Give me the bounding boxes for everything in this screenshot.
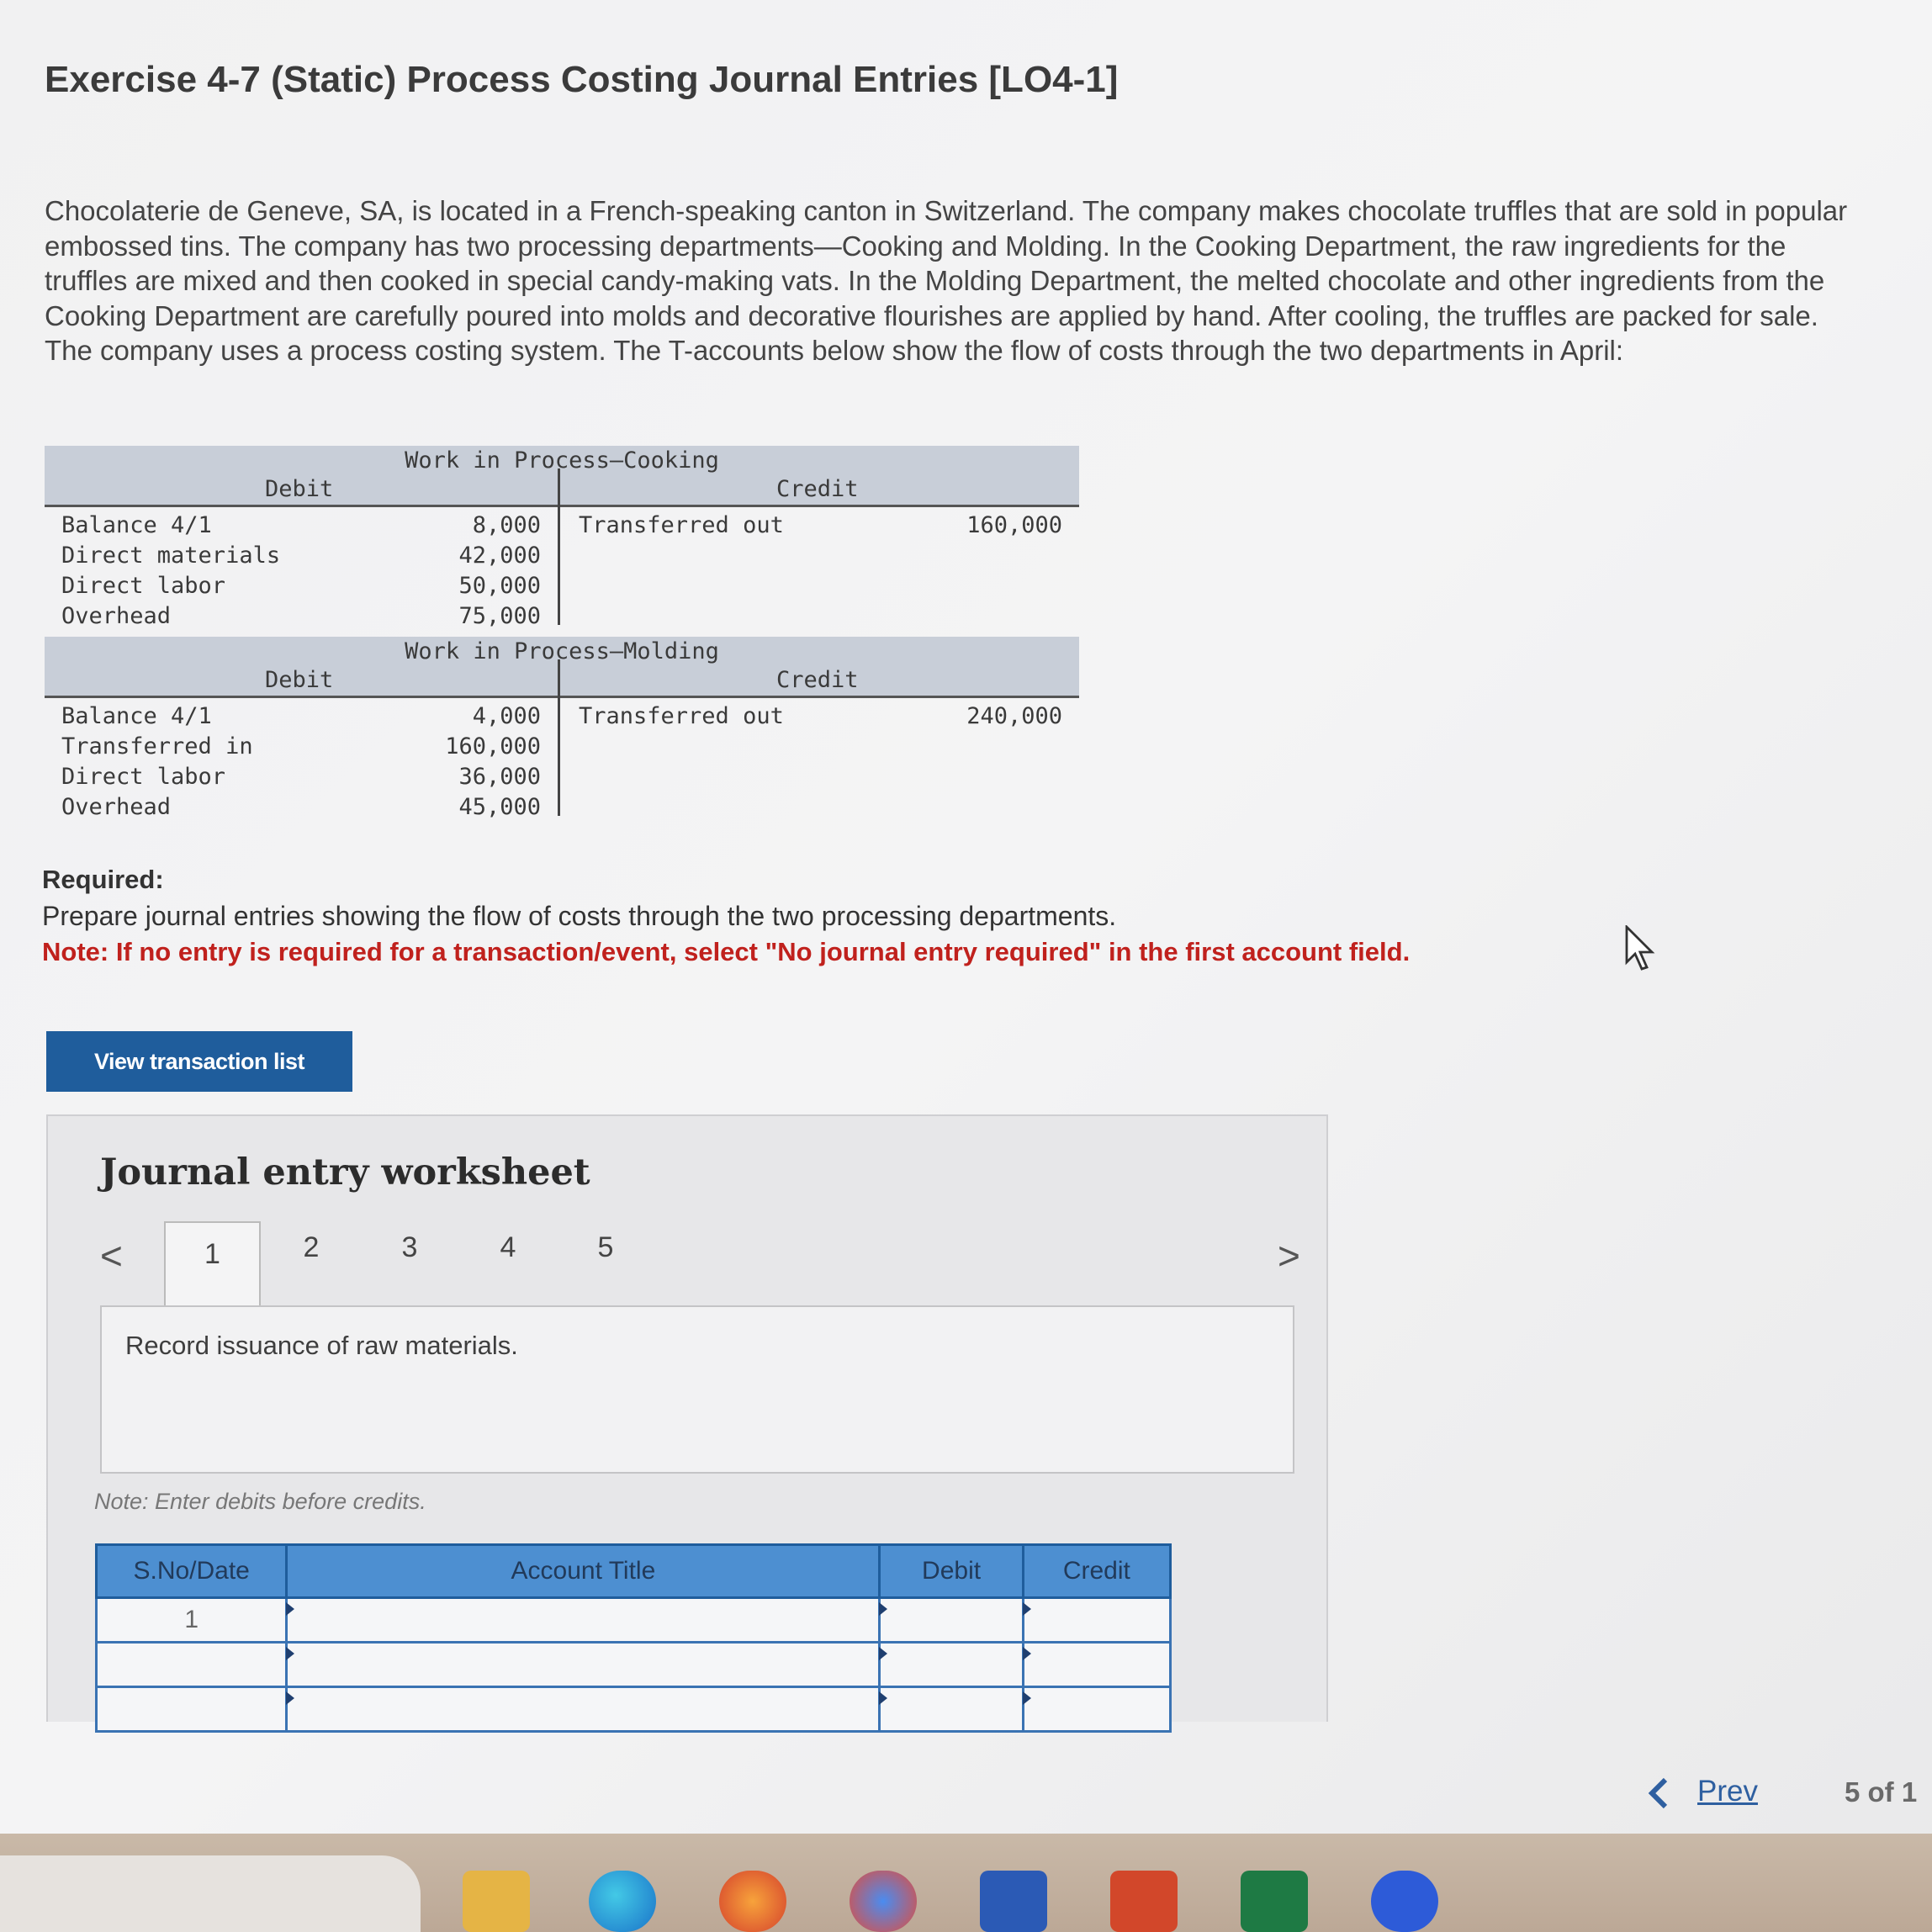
account-title-input[interactable] xyxy=(287,1598,880,1643)
debit-entry xyxy=(61,603,541,633)
credit-amount: 160,000 xyxy=(966,512,1062,538)
debit-amount: 36,000 xyxy=(458,764,541,790)
t-account-divider xyxy=(558,468,560,625)
page-indicator: 5 of 1 xyxy=(1845,1776,1918,1808)
journal-entry-worksheet-panel xyxy=(46,1114,1328,1722)
credit-label: Transferred out xyxy=(579,703,784,729)
account-title-input[interactable] xyxy=(287,1687,880,1732)
debit-amount: 160,000 xyxy=(445,733,541,760)
debit-entry xyxy=(61,764,541,794)
debit-amount: 75,000 xyxy=(458,603,541,629)
debit-input[interactable] xyxy=(880,1687,1023,1732)
t-account-cooking xyxy=(45,446,1079,629)
prev-tab-arrow-icon[interactable]: < xyxy=(100,1234,123,1278)
debit-amount: 4,000 xyxy=(472,703,541,729)
sno-cell xyxy=(97,1643,287,1687)
header-credit: Credit xyxy=(1023,1545,1170,1598)
debit-label: Direct labor xyxy=(61,573,226,599)
edge-browser-icon[interactable] xyxy=(589,1871,656,1932)
t-account-title: Work in Process—Cooking xyxy=(405,447,719,474)
debit-amount: 42,000 xyxy=(458,543,541,569)
debit-entry xyxy=(61,543,541,573)
debit-label: Balance 4/1 xyxy=(61,703,212,729)
mouse-cursor-icon xyxy=(1625,925,1659,972)
credit-input[interactable] xyxy=(1023,1598,1170,1643)
sno-cell: 1 xyxy=(97,1598,287,1643)
next-tab-arrow-icon[interactable]: > xyxy=(1278,1234,1300,1278)
transaction-description-box xyxy=(100,1305,1294,1474)
exercise-title: Exercise 4-7 (Static) Process Costing Journal Entries [LO4-1] xyxy=(45,59,1119,100)
header-account-title: Account Title xyxy=(287,1545,880,1598)
worksheet-title: Journal entry worksheet xyxy=(100,1151,590,1194)
credit-input[interactable] xyxy=(1023,1687,1170,1732)
sno-cell xyxy=(97,1687,287,1732)
header-sno-date: S.No/Date xyxy=(97,1545,287,1598)
intro-paragraph: Chocolaterie de Geneve, SA, is located in a French-speaking canton in Switzerland. The company makes chocolate truffles that are sold in popular embossed tins. The company has two processing departments—Cooking and Molding. In the Cooking Department, the raw ingredients for the truffles are mixed and then cooked in special candy-making vats. In the Molding Department, the melted chocolate and other ingredients from the Cooking Department are carefully poured into molds and decorative flourishes are applied by hand. After cooling, the truffles are packed for sale. The company uses a process costing system. The T-accounts below show the flow of costs through the two departments in April: xyxy=(45,195,1848,366)
debit-header: Debit xyxy=(265,667,334,693)
debit-input[interactable] xyxy=(880,1598,1023,1643)
chrome-icon[interactable] xyxy=(850,1871,917,1932)
t-account-molding xyxy=(45,637,1079,820)
debit-entry xyxy=(61,733,541,764)
powerpoint-icon[interactable] xyxy=(1110,1871,1178,1932)
tab-5[interactable]: 5 xyxy=(597,1231,614,1263)
tab-4[interactable]: 4 xyxy=(500,1231,516,1263)
debit-entry xyxy=(61,794,541,824)
t-account-divider xyxy=(558,659,560,816)
debit-entry xyxy=(61,703,541,733)
tab-3[interactable]: 3 xyxy=(401,1231,418,1263)
tab-1[interactable]: 1 xyxy=(164,1221,261,1305)
journal-entry-table xyxy=(95,1543,1172,1733)
debit-label: Overhead xyxy=(61,794,172,820)
table-row xyxy=(97,1687,1171,1732)
chevron-left-icon[interactable] xyxy=(1647,1776,1669,1810)
credit-header: Credit xyxy=(776,667,859,693)
taskbar xyxy=(0,1834,1932,1932)
worksheet-tabs xyxy=(100,1221,1300,1301)
credit-amount: 240,000 xyxy=(966,703,1062,729)
debit-amount: 50,000 xyxy=(458,573,541,599)
debit-label: Direct labor xyxy=(61,764,226,790)
worksheet-note: Note: Enter debits before credits. xyxy=(94,1489,426,1514)
debit-amount: 45,000 xyxy=(458,794,541,820)
tab-2[interactable]: 2 xyxy=(303,1231,320,1263)
debit-label: Direct materials xyxy=(61,543,281,569)
credit-label: Transferred out xyxy=(579,512,784,538)
word-icon[interactable] xyxy=(980,1871,1047,1932)
debit-label: Balance 4/1 xyxy=(61,512,212,538)
file-explorer-icon[interactable] xyxy=(463,1871,530,1932)
zoom-icon[interactable] xyxy=(1371,1871,1438,1932)
header-debit: Debit xyxy=(880,1545,1023,1598)
account-title-input[interactable] xyxy=(287,1643,880,1687)
table-row xyxy=(97,1643,1171,1687)
debit-entry xyxy=(61,573,541,603)
table-row xyxy=(97,1598,1171,1643)
t-account-title: Work in Process—Molding xyxy=(405,638,719,664)
view-transaction-list-button[interactable]: View transaction list xyxy=(46,1031,352,1092)
debit-header: Debit xyxy=(265,476,334,502)
debit-entry xyxy=(61,512,541,543)
credit-input[interactable] xyxy=(1023,1643,1170,1687)
credit-header: Credit xyxy=(776,476,859,502)
firefox-icon[interactable] xyxy=(719,1871,786,1932)
excel-icon[interactable] xyxy=(1241,1871,1308,1932)
required-note: Note: If no entry is required for a transaction/event, select "No journal entry required" in the first account field. xyxy=(42,937,1411,966)
prev-link[interactable]: Prev xyxy=(1697,1775,1758,1808)
required-heading: Required: xyxy=(42,865,164,894)
debit-label: Transferred in xyxy=(61,733,253,760)
required-text: Prepare journal entries showing the flow of costs through the two processing departments. xyxy=(42,901,1117,931)
transaction-description: Record issuance of raw materials. xyxy=(125,1331,518,1360)
taskbar-search[interactable] xyxy=(0,1855,421,1932)
debit-label: Overhead xyxy=(61,603,172,629)
debit-input[interactable] xyxy=(880,1643,1023,1687)
debit-amount: 8,000 xyxy=(472,512,541,538)
